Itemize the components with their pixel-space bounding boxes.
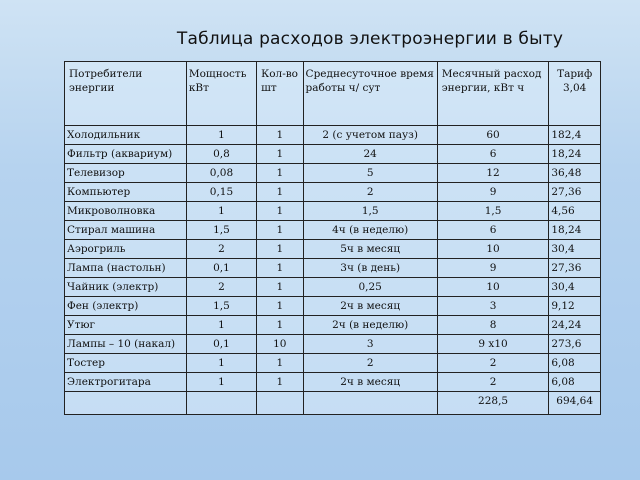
table-row: [65, 202, 601, 221]
cell-hours: 5: [303, 164, 437, 183]
totals-row: [65, 392, 601, 415]
cell-hours: 2ч в месяц: [303, 297, 437, 316]
table-row: [65, 240, 601, 259]
cell-tariff: 6,08: [549, 354, 601, 373]
cell-consumer: Фен (электр): [65, 297, 187, 316]
cell-tariff: 30,4: [549, 240, 601, 259]
cell-quantity: 1: [257, 240, 303, 259]
cell-consumer: Телевизор: [65, 164, 187, 183]
header-consumer: Потребители энергии: [65, 62, 187, 126]
cell-hours: 2: [303, 354, 437, 373]
cell-monthly: 60: [437, 126, 549, 145]
table-row: [65, 164, 601, 183]
page-title: Таблица расходов электроэнергии в быту: [176, 29, 564, 49]
cell-power: 0,15: [186, 183, 256, 202]
table-row: [65, 335, 601, 354]
cell-hours: 2: [303, 183, 437, 202]
cell-quantity: 1: [257, 202, 303, 221]
cell-tariff: 182,4: [549, 126, 601, 145]
cell-quantity: 1: [257, 297, 303, 316]
header-tariff: Тариф 3,04: [549, 62, 601, 126]
totals-empty: [303, 392, 437, 415]
cell-quantity: 1: [257, 354, 303, 373]
cell-consumer: Лампы – 10 (накал): [65, 335, 187, 354]
cell-consumer: Утюг: [65, 316, 187, 335]
cell-monthly: 6: [437, 145, 549, 164]
cell-monthly: 6: [437, 221, 549, 240]
cell-consumer: Электрогитара: [65, 373, 187, 392]
cell-quantity: 1: [257, 373, 303, 392]
cell-monthly: 8: [437, 316, 549, 335]
cell-power: 1: [186, 202, 256, 221]
cell-quantity: 1: [257, 145, 303, 164]
cell-power: 1: [186, 354, 256, 373]
cell-power: 0,1: [186, 259, 256, 278]
cell-monthly: 3: [437, 297, 549, 316]
table-row: [65, 221, 601, 240]
cell-monthly: 10: [437, 240, 549, 259]
cell-monthly: 9 х10: [437, 335, 549, 354]
cell-consumer: Чайник (электр): [65, 278, 187, 297]
cell-hours: 2ч в месяц: [303, 373, 437, 392]
cell-power: 0,1: [186, 335, 256, 354]
table-row: [65, 126, 601, 145]
totals-empty: [257, 392, 303, 415]
table-row: [65, 183, 601, 202]
cell-power: 1,5: [186, 297, 256, 316]
cell-consumer: Компьютер: [65, 183, 187, 202]
cell-tariff: 6,08: [549, 373, 601, 392]
cell-monthly: 2: [437, 373, 549, 392]
cell-hours: 5ч в месяц: [303, 240, 437, 259]
cell-tariff: 18,24: [549, 221, 601, 240]
table-header-row: [65, 62, 601, 126]
cell-tariff: 36,48: [549, 164, 601, 183]
cell-power: 1,5: [186, 221, 256, 240]
cell-consumer: Стирал машина: [65, 221, 187, 240]
header-quantity: Кол-во шт: [257, 62, 303, 126]
cell-quantity: 1: [257, 164, 303, 183]
cell-power: 2: [186, 240, 256, 259]
cell-consumer: Холодильник: [65, 126, 187, 145]
cell-power: 0,08: [186, 164, 256, 183]
header-power: Мощность кВт: [186, 62, 256, 126]
cell-consumer: Микроволновка: [65, 202, 187, 221]
table-row: [65, 297, 601, 316]
cell-hours: 1,5: [303, 202, 437, 221]
cell-monthly: 1,5: [437, 202, 549, 221]
cell-monthly: 9: [437, 259, 549, 278]
cell-hours: 4ч (в неделю): [303, 221, 437, 240]
total-monthly: 228,5: [437, 392, 549, 415]
cell-hours: 2 (с учетом пауз): [303, 126, 437, 145]
totals-empty: [65, 392, 187, 415]
energy-consumption-table: [64, 61, 601, 415]
cell-tariff: 30,4: [549, 278, 601, 297]
cell-quantity: 10: [257, 335, 303, 354]
header-hours: Среднесуточное время работы ч/ сут: [303, 62, 437, 126]
table-row: [65, 145, 601, 164]
cell-consumer: Фильтр (аквариум): [65, 145, 187, 164]
cell-tariff: 24,24: [549, 316, 601, 335]
cell-power: 1: [186, 316, 256, 335]
cell-hours: 3: [303, 335, 437, 354]
table-row: [65, 316, 601, 335]
cell-tariff: 273,6: [549, 335, 601, 354]
cell-consumer: Аэрогриль: [65, 240, 187, 259]
cell-monthly: 9: [437, 183, 549, 202]
cell-quantity: 1: [257, 221, 303, 240]
totals-empty: [186, 392, 256, 415]
cell-tariff: 27,36: [549, 259, 601, 278]
cell-monthly: 2: [437, 354, 549, 373]
table-row: [65, 373, 601, 392]
cell-hours: 2ч (в неделю): [303, 316, 437, 335]
cell-consumer: Тостер: [65, 354, 187, 373]
cell-quantity: 1: [257, 126, 303, 145]
cell-monthly: 10: [437, 278, 549, 297]
cell-quantity: 1: [257, 259, 303, 278]
cell-quantity: 1: [257, 278, 303, 297]
cell-tariff: 18,24: [549, 145, 601, 164]
cell-hours: 24: [303, 145, 437, 164]
cell-tariff: 27,36: [549, 183, 601, 202]
cell-power: 1: [186, 373, 256, 392]
cell-power: 0,8: [186, 145, 256, 164]
header-monthly: Месячный расход энергии, кВт ч: [437, 62, 549, 126]
table-row: [65, 278, 601, 297]
cell-consumer: Лампа (настольн): [65, 259, 187, 278]
cell-quantity: 1: [257, 316, 303, 335]
table-row: [65, 259, 601, 278]
cell-power: 2: [186, 278, 256, 297]
cell-hours: 0,25: [303, 278, 437, 297]
cell-tariff: 9,12: [549, 297, 601, 316]
cell-quantity: 1: [257, 183, 303, 202]
cell-monthly: 12: [437, 164, 549, 183]
table-row: [65, 354, 601, 373]
total-tariff: 694,64: [549, 392, 601, 415]
cell-power: 1: [186, 126, 256, 145]
cell-tariff: 4,56: [549, 202, 601, 221]
cell-hours: 3ч (в день): [303, 259, 437, 278]
